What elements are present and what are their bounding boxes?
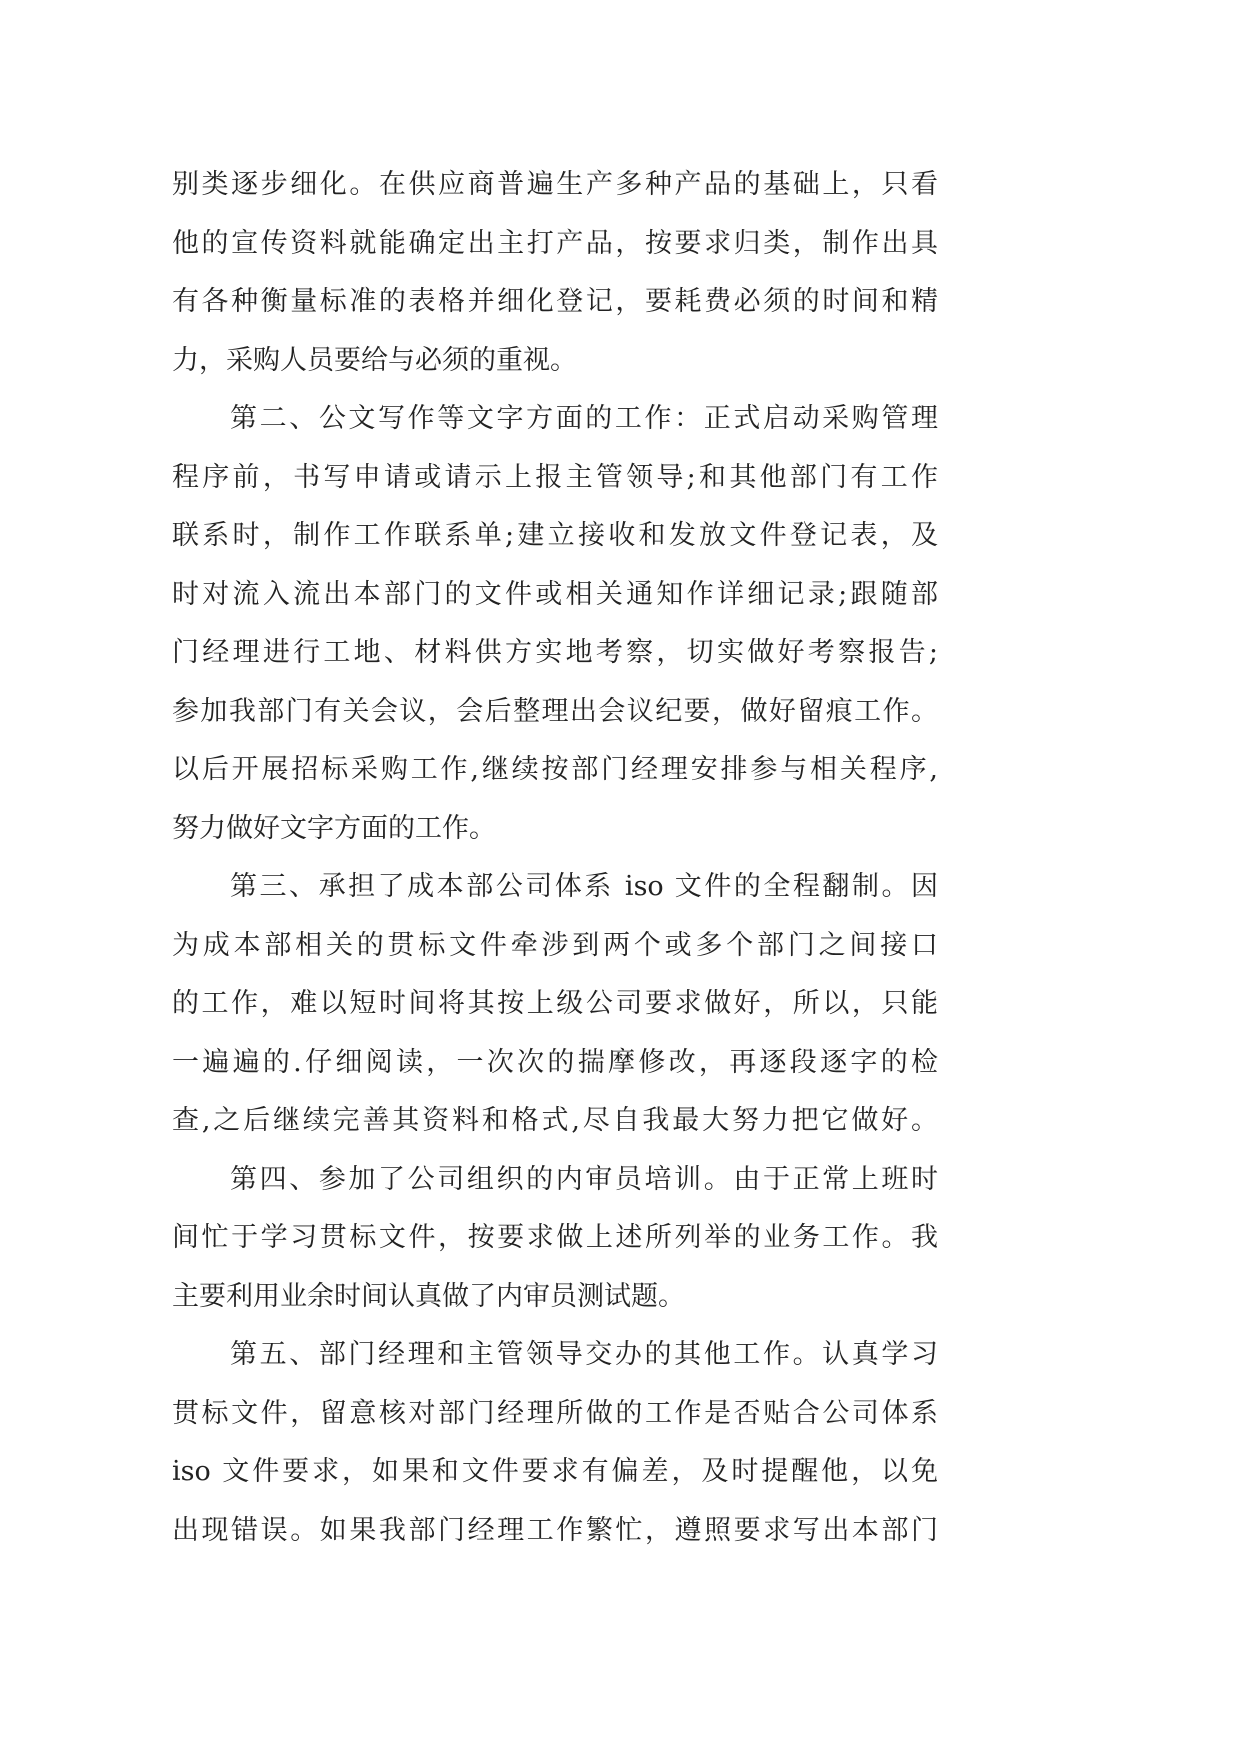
text-line: 为成本部相关的贯标文件牵涉到两个或多个部门之间接口: [172, 929, 938, 961]
text-line: 程序前，书写申请或请示上报主管领导;和其他部门有工作: [172, 461, 938, 493]
text-line: 别类逐步细化。在供应商普遍生产多种产品的基础上，只看: [172, 169, 938, 200]
text-line: 联系时，制作工作联系单;建立接收和发放文件登记表，及: [172, 520, 938, 551]
text-line: 力，采购人员要给与必须的重视。: [172, 344, 577, 376]
text-line: 的工作，难以短时间将其按上级公司要求做好，所以，只能: [172, 988, 938, 1019]
text-line: 一遍遍的.仔细阅读，一次次的揣摩修改，再逐段逐字的检: [172, 1046, 938, 1078]
text-line: 门经理进行工地、材料供方实地考察，切实做好考察报告;: [172, 637, 938, 668]
text-line: 参加我部门有关会议，会后整理出会议纪要，做好留痕工作。: [172, 695, 938, 727]
text-line: 间忙于学习贯标文件，按要求做上述所列举的业务工作。我: [172, 1222, 938, 1253]
text-line: 时对流入流出本部门的文件或相关通知作详细记录;跟随部: [172, 578, 938, 610]
text-line: 第四、参加了公司组织的内审员培训。由于正常上班时: [230, 1163, 938, 1195]
text-line: 第五、部门经理和主管领导交办的其他工作。认真学习: [230, 1339, 938, 1370]
text-line: 第二、公文写作等文字方面的工作：正式启动采购管理: [230, 403, 938, 434]
text-line: 贯标文件，留意核对部门经理所做的工作是否贴合公司体系: [172, 1397, 938, 1429]
text-line: 有各种衡量标准的表格并细化登记，要耗费必须的时间和精: [172, 286, 938, 317]
paragraph-1: [172, 156, 938, 390]
text-line: 以后开展招标采购工作,继续按部门经理安排参与相关程序,: [172, 754, 938, 785]
paragraph-4: [172, 1151, 938, 1327]
text-line: 努力做好文字方面的工作。: [172, 812, 496, 844]
text-line: 主要利用业余时间认真做了内审员测试题。: [172, 1280, 685, 1312]
text-line: iso 文件要求，如果和文件要求有偏差，及时提醒他，以免: [172, 1456, 938, 1487]
text-line: 他的宣传资料就能确定出主打产品，按要求归类，制作出具: [172, 227, 938, 259]
paragraph-3: [172, 858, 938, 1151]
text-line: 查,之后继续完善其资料和格式,尽自我最大努力把它做好。: [172, 1105, 938, 1136]
text-line: 第三、承担了成本部公司体系 iso 文件的全程翻制。因: [230, 871, 938, 902]
paragraph-2: [172, 390, 938, 858]
text-line: 出现错误。如果我部门经理工作繁忙，遵照要求写出本部门: [172, 1514, 938, 1546]
document-body: [172, 156, 938, 1560]
paragraph-5: [172, 1326, 938, 1560]
